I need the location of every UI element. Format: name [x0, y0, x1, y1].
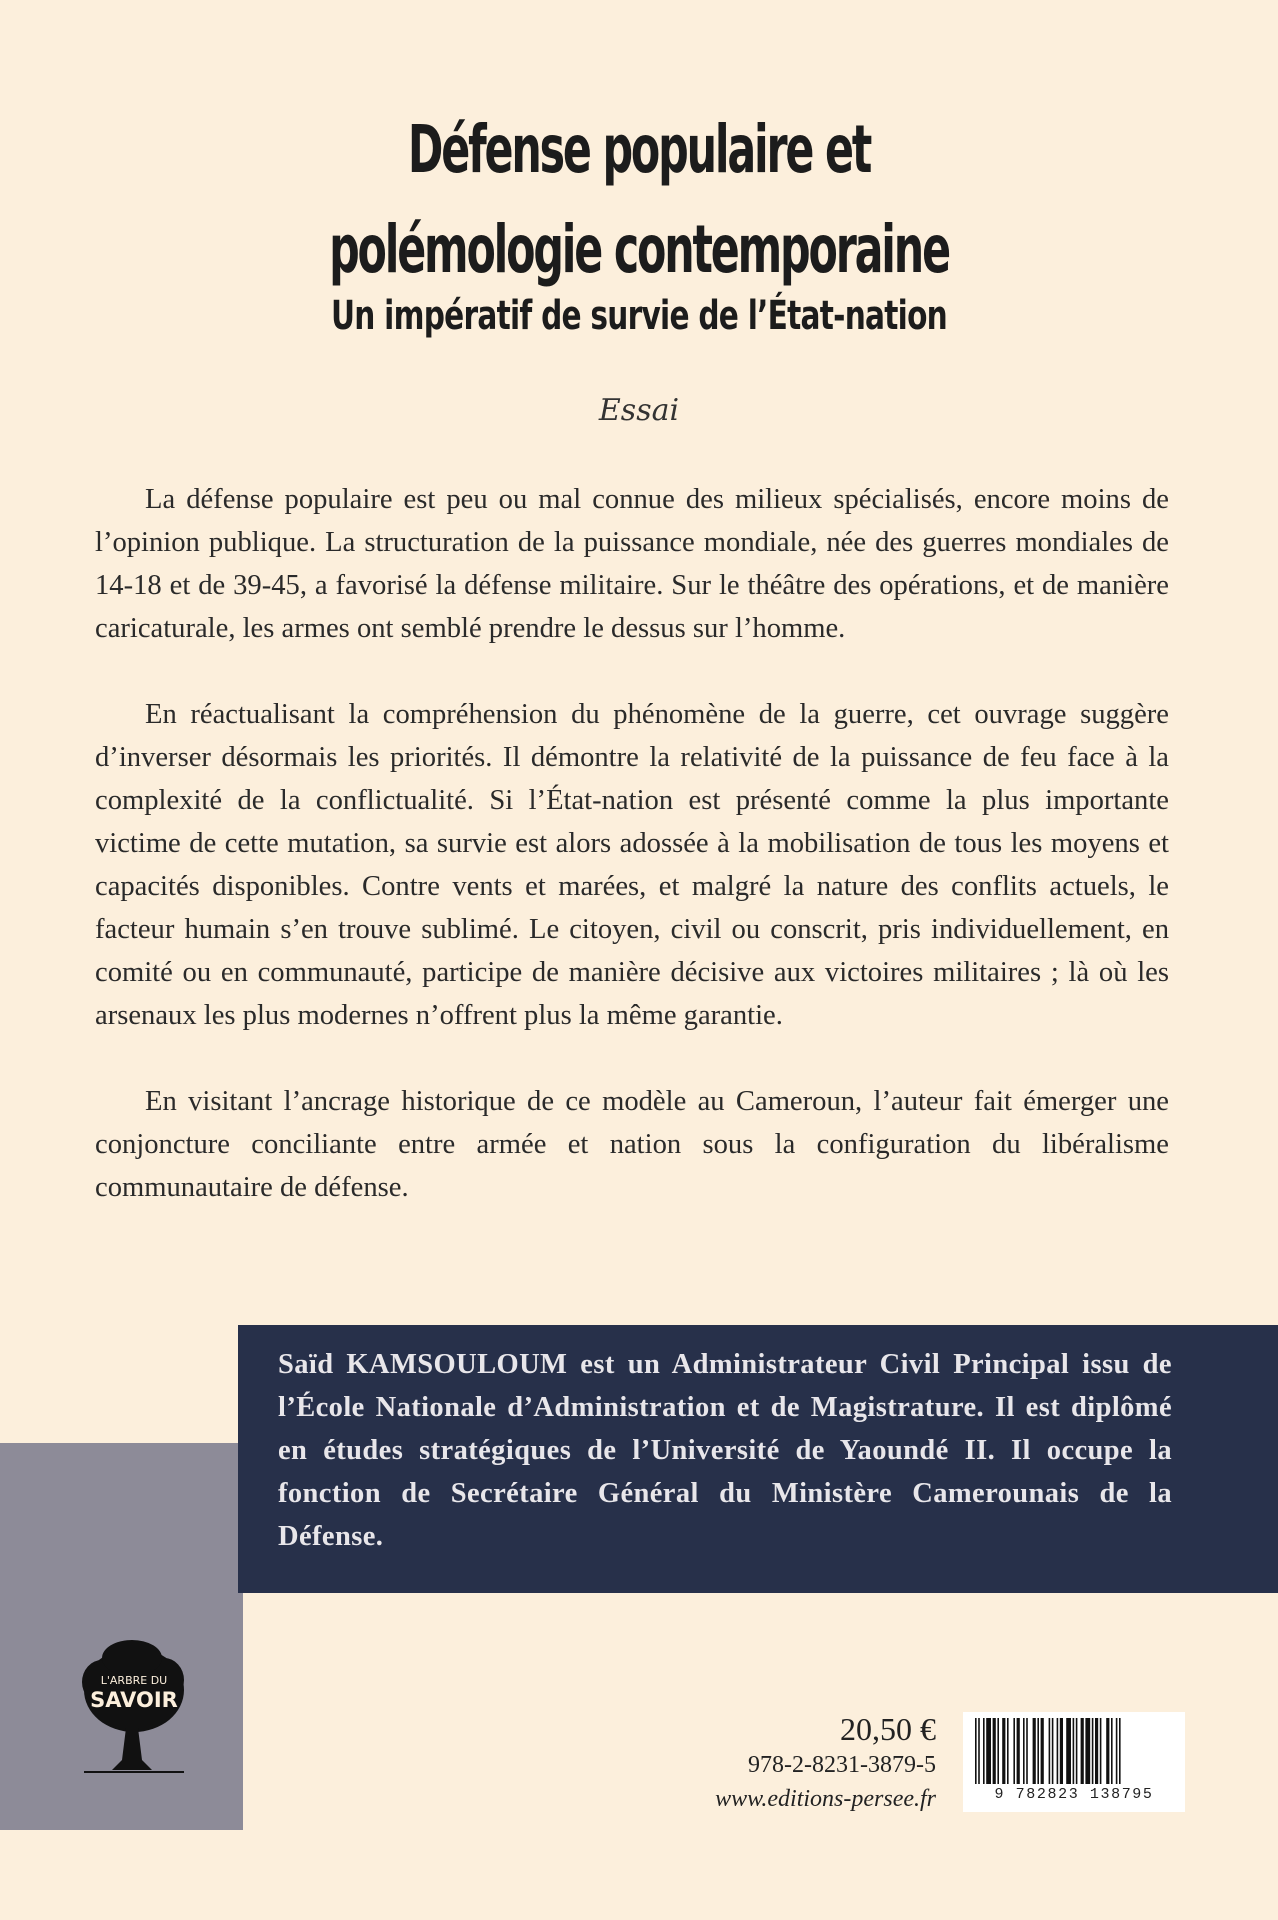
barcode-bar — [986, 1718, 991, 1784]
barcode-bar — [1081, 1718, 1084, 1784]
publisher-url: www.editions-persee.fr — [715, 1786, 936, 1812]
summary-paragraph-3: En visitant l’ancrage historique de ce modèle au Cameroun, l’auteur fait émerger une conjoncture conciliante entre armée et nation sous la configuration du libéralisme communautaire de défense. — [95, 1086, 1169, 1203]
publisher-logo — [72, 1630, 192, 1785]
summary-paragraph-2: En réactualisant la compréhension du phénomène de la guerre, cet ouvrage suggère d’inverser désormais les priorités. Il démontre la relativité de la puissance de feu face à la complexité de la conflictualité. Si l’État-nation est présenté comme la plus importante victime de cette mutation, sa survie est alors adossée à la mobilisation de tous les moyens et capacités disponibles. Contre vents et marées, et malgré la nature des conflits actuels, le facteur humain s’en trouve sublimé. Le citoyen, civil ou conscrit, pris individuellement, en comité ou en communauté, participe de manière décisive aux victoires militaires ; là où les arsenaux les plus modernes n’offrent plus la même garantie. — [95, 699, 1169, 1031]
barcode-bar — [997, 1718, 999, 1784]
barcode-bar — [1037, 1718, 1039, 1784]
barcode-bar — [983, 1718, 985, 1784]
barcode-bar — [1057, 1718, 1059, 1784]
barcode-bar — [1116, 1718, 1118, 1784]
barcode-bar — [978, 1718, 980, 1784]
barcode-bar — [1073, 1718, 1075, 1784]
barcode-bar — [1119, 1718, 1121, 1784]
barcode — [963, 1712, 1185, 1812]
author-bio-box — [238, 1325, 1278, 1593]
tree-logo-icon — [72, 1630, 192, 1785]
barcode-bar — [975, 1718, 977, 1784]
barcode-bar — [1002, 1718, 1005, 1784]
book-title-line-1: Défense populaire et — [407, 111, 871, 188]
barcode-bar — [1100, 1718, 1102, 1784]
summary-paragraph-1: La défense populaire est peu ou mal connue des milieux spécialisés, encore moins de l’opinion publique. La structuration de la puissance mondiale, née des guerres mondiales de 14-18 et de 39-45, a favorisé la défense militaire. Sur le théâtre des opérations, et de manière caricaturale, les armes ont semblé prendre le dessus sur l’homme. — [95, 484, 1169, 644]
book-title-line-2: polémologie contemporaine — [329, 211, 949, 288]
barcode-bar — [1111, 1718, 1113, 1784]
barcode-bar — [1023, 1718, 1025, 1784]
author-bio: Saïd KAMSOULOUM est un Administrateur Civil Principal issu de l’École Nationale d’Administration et de Magistrature. Il est diplômé en études stratégiques de l’Université de Yaoundé II. Il occupe la fonction de Secrétaire Général du Ministère Camerounais de la Défense. — [278, 1349, 1172, 1552]
barcode-bar — [1041, 1718, 1044, 1784]
barcode-bar — [1052, 1718, 1054, 1784]
barcode-bar — [1049, 1718, 1051, 1784]
barcode-bar — [1085, 1718, 1090, 1784]
barcode-bar — [1060, 1718, 1063, 1784]
logo-text-line-2: SAVOIR — [90, 1688, 178, 1712]
barcode-bar — [1013, 1718, 1015, 1784]
barcode-bar — [1017, 1718, 1020, 1784]
book-title — [0, 100, 1278, 300]
barcode-digits: 9 782823 138795 — [994, 1786, 1154, 1803]
barcode-bar — [1076, 1718, 1078, 1784]
price: 20,50 € — [840, 1711, 936, 1747]
barcode-bars — [971, 1718, 1177, 1784]
barcode-bar — [1033, 1718, 1036, 1784]
publication-info — [715, 1710, 936, 1816]
book-subtitle: Un impératif de survie de l’État-nation — [330, 293, 948, 339]
barcode-bar — [993, 1718, 996, 1784]
barcode-bar — [1026, 1718, 1028, 1784]
barcode-bar — [1007, 1718, 1009, 1784]
barcode-bar — [1106, 1718, 1109, 1784]
summary-text — [95, 478, 1169, 1252]
logo-text-line-1: L'ARBRE DU — [100, 1674, 168, 1687]
barcode-bar — [1066, 1718, 1071, 1784]
barcode-bar — [1095, 1718, 1098, 1784]
book-genre: Essai — [598, 393, 680, 428]
isbn: 978-2-8231-3879-5 — [748, 1752, 936, 1778]
barcode-bar — [1092, 1718, 1094, 1784]
